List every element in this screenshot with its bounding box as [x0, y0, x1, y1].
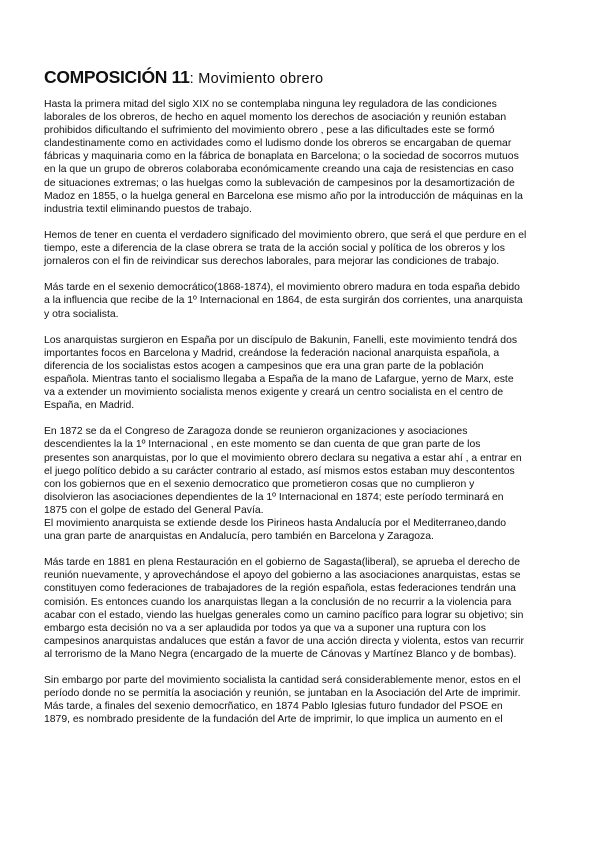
text-line: prohibidos dificultando el sufrimiento del movimiento obrero , pese a las dificultades este se formó	[44, 125, 495, 137]
text-line: y otra socialista.	[44, 308, 119, 320]
text-line: presentes son anarquistas, por lo que el movimiento obrero declara su negativa a estar ahí , a entrar en	[44, 452, 522, 464]
text-line: al terrorismo de la Mano Negra (encargado de la muerte de Cánovas y Martínez Blanco y de bombas).	[44, 648, 517, 660]
paragraph	[44, 281, 560, 320]
text-line: Madoz en 1855, o la huelga general en Barcelona ese mismo año por la introducción de máquinas en la	[44, 190, 523, 202]
text-line: disolvieron las asociaciones dependientes de la 1º Internacional en 1874; este período terminará en	[44, 491, 504, 503]
text-line: Más tarde en el sexenio democrático(1868-1874), el movimiento obrero madura en toda españa debido	[44, 282, 520, 294]
text-line: constituyen como federaciones de trabajadores de la región española, estas federaciones tendrán una	[44, 583, 516, 595]
text-line: a la influencia que recibe de la 1º Internacional en 1864, de esta surgirán dos corrientes, una anarquista	[44, 295, 523, 307]
text-line: Más tarde, a finales del sexenio democrñatico, en 1874 Pablo Iglesias futuro fundador del PSOE en	[44, 701, 503, 713]
text-line: período donde no se permitía la asociación y reunión, se juntaban en la Asociación del Arte de imprimir.	[44, 688, 521, 700]
text-line: Hemos de tener en cuenta el verdadero significado del movimiento obrero, que será el que perdure en el	[44, 229, 527, 241]
text-line: fábricas y maquinaria como en la fábrica de bonaplata en Barcelona; o la sociedad de socorros mutuos	[44, 151, 519, 163]
text-line: El movimiento anarquista se extiende desde los Pirineos hasta Andalucía por el Mediterraneo,dando	[44, 518, 507, 529]
text-line: en la que un grupo de obreros colaboraba económicamente creando una caja de resistencias en caso	[44, 164, 514, 176]
paragraph	[44, 674, 560, 726]
text-line: industria textil eliminando puestos de trabajo.	[44, 203, 252, 215]
title-subtitle: : Movimiento obrero	[189, 71, 324, 87]
text-line: reunión nuevamente, y aprovechándose el apoyo del gobierno a las asociaciones anarquistas, estas se	[44, 570, 521, 582]
text-line: laborales de los obreros, de hecho en aquel momento los derechos de asociación y reunión estaban	[44, 112, 507, 124]
page-title	[44, 62, 323, 89]
text-line: jornaleros con el fin de reivindicar sus derechos laborales, para mejorar las condiciones de trabajo.	[44, 256, 500, 268]
text-line: diferencia de los socialistas estos acogen a campesinos que era una gran parte de la población	[44, 360, 484, 372]
paragraph	[44, 98, 560, 216]
text-line: comisión. Es entonces cuando los anarquistas llegan a la conclusión de no recurrir a la violencia para	[44, 596, 512, 608]
text-line: una gran parte de anarquistas en Andalucía, pero también en Barcelona y Zaragoza.	[44, 531, 434, 543]
text-line: Los anarquistas surgieron en España por un discípulo de Bakunin, Fanelli, este movimiento tendrá dos	[44, 334, 518, 346]
text-line: embargo esta decisión no va a ser aplaudida por todos ya que va a suponer una ruptura con los	[44, 622, 486, 634]
text-line: Más tarde en 1881 en plena Restauración en el gobierno de Sagasta(liberal), se aprueba el derecho de	[44, 557, 520, 569]
paragraph	[44, 334, 560, 413]
text-line: Sin embargo por parte del movimiento socialista la cantidad será considerablemente menor, estos en el	[44, 675, 521, 687]
paragraph	[44, 229, 560, 268]
text-line: Hasta la primera mitad del siglo XIX no se contemplaba ninguna ley reguladora de las condiciones	[44, 99, 497, 110]
text-line: de situaciones extremas; o las huelgas como la sublevación de campesinos por la desamortización de	[44, 177, 515, 189]
text-line: acabar con el estado, viendo las huelgas generales como un camino pacífico para lograr su objetivo; sin	[44, 609, 524, 621]
text-line: campesinos anarquistas andaluces que están a favor de una acción directa y violenta, estos van recurrir	[44, 635, 524, 647]
title-bold: COMPOSICIÓN 11	[44, 67, 190, 87]
text-line: el juego político debido a su carácter contrario al estado, así mismos estos estaban muy descontentos	[44, 465, 515, 477]
paragraph	[44, 517, 560, 543]
paragraph	[44, 556, 560, 661]
text-line: con los gobiernos que en el sexenio democratico que prometieron cosas que no cumplieron y	[44, 478, 475, 490]
text-line: va a extender un movimiento socialista menos exigente y creará un centro socialista en el centro de	[44, 387, 504, 399]
body-text	[44, 98, 560, 740]
text-line: tiempo, este a diferencia de la clase obrera se trata de la acción social y política de los obreros y los	[44, 243, 505, 255]
text-line: importantes focos en Barcelona y Madrid, creándose la federación nacional anarquista española, a	[44, 347, 500, 359]
text-line: española. Mientras tanto el socialismo llegaba a España de la mano de Lafargue, yerno de Marx, este	[44, 373, 514, 385]
text-line: 1875 con el golpe de estado del General Pavía.	[44, 504, 264, 516]
text-line: 1879, es nombrado presidente de la fundación del Arte de imprimir, lo que implica un aumento en el	[44, 714, 503, 726]
text-line: descendientes la la 1º Internacional , en este momento se dan cuenta de que gran parte de los	[44, 439, 481, 451]
text-line: clandestinamente como en actividades como el ludismo donde los obreros se encargaban de quemar	[44, 138, 512, 150]
text-line: España, en Madrid.	[44, 400, 135, 412]
text-line: En 1872 se da el Congreso de Zaragoza donde se reunieron organizaciones y asociaciones	[44, 426, 468, 438]
paragraph	[44, 425, 560, 517]
